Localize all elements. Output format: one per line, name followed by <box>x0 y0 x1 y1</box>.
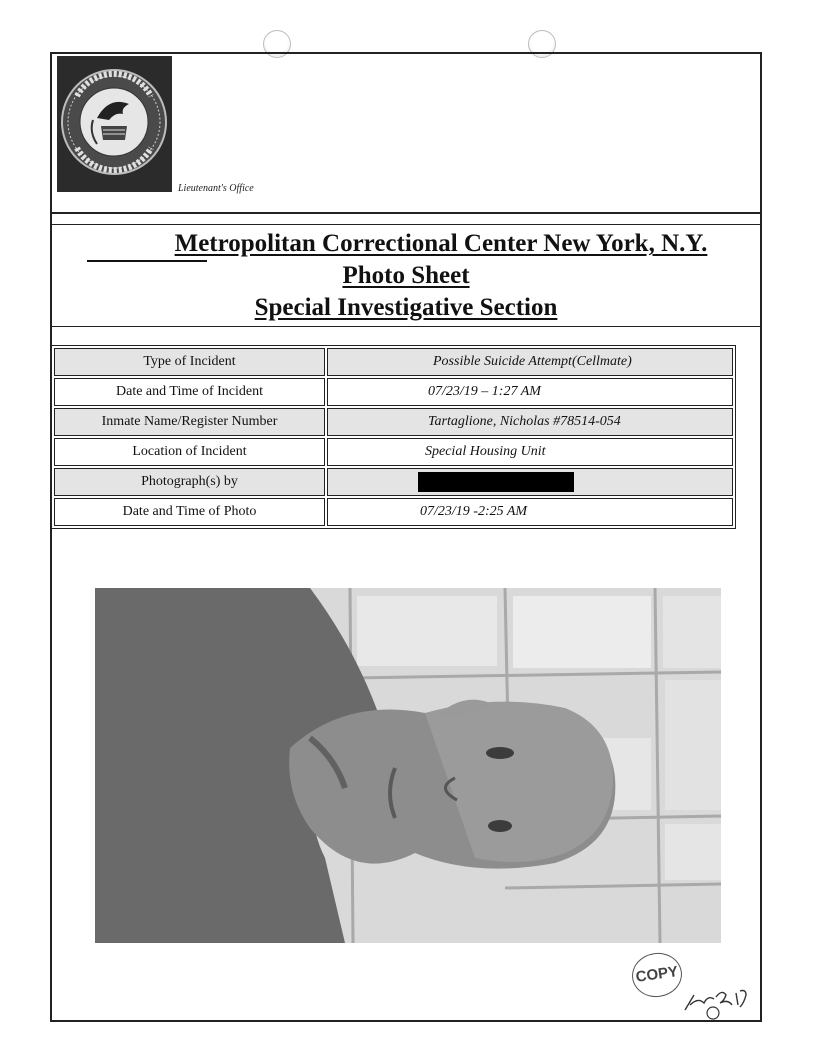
inmate-photograph <box>95 588 721 943</box>
row-value <box>327 348 733 376</box>
photo-datetime-value: 07/23/19 -2:25 AM <box>420 504 528 519</box>
redaction-bar <box>418 472 574 492</box>
row-label: Type of Incident <box>54 348 325 376</box>
inmate-name-value: Tartaglione, Nicholas #78514-054 <box>428 414 621 429</box>
incident-info-table <box>51 345 736 529</box>
row-value <box>327 438 733 466</box>
type-of-incident-value: Possible Suicide Attempt(Cellmate) <box>433 354 632 369</box>
row-value <box>327 468 733 496</box>
table-row <box>54 408 733 436</box>
row-label: Date and Time of Photo <box>54 498 325 526</box>
table-row <box>54 438 733 466</box>
section-title: Special Investigative Section <box>254 294 558 321</box>
incident-datetime-value: 07/23/19 – 1:27 AM <box>428 384 541 399</box>
header-divider <box>50 212 762 214</box>
row-label: Location of Incident <box>54 438 325 466</box>
copy-stamp: COPY <box>629 950 685 1001</box>
row-value <box>327 408 733 436</box>
row-value <box>327 498 733 526</box>
table-row <box>54 348 733 376</box>
facility-title: Metropolitan Correctional Center New York, N.Y. <box>174 230 708 257</box>
doj-bop-seal <box>57 56 172 192</box>
row-label: Photograph(s) by <box>54 468 325 496</box>
row-value <box>327 378 733 406</box>
table-row <box>54 498 733 526</box>
row-label: Inmate Name/Register Number <box>54 408 325 436</box>
row-label: Date and Time of Incident <box>54 378 325 406</box>
table-row <box>54 468 733 496</box>
location-value: Special Housing Unit <box>425 444 546 459</box>
table-row <box>54 378 733 406</box>
sheet-title: Photo Sheet <box>342 262 470 289</box>
lieutenants-office-label: Lieutenant's Office <box>178 183 254 194</box>
title-block <box>50 224 762 327</box>
handwritten-date <box>680 975 755 1020</box>
